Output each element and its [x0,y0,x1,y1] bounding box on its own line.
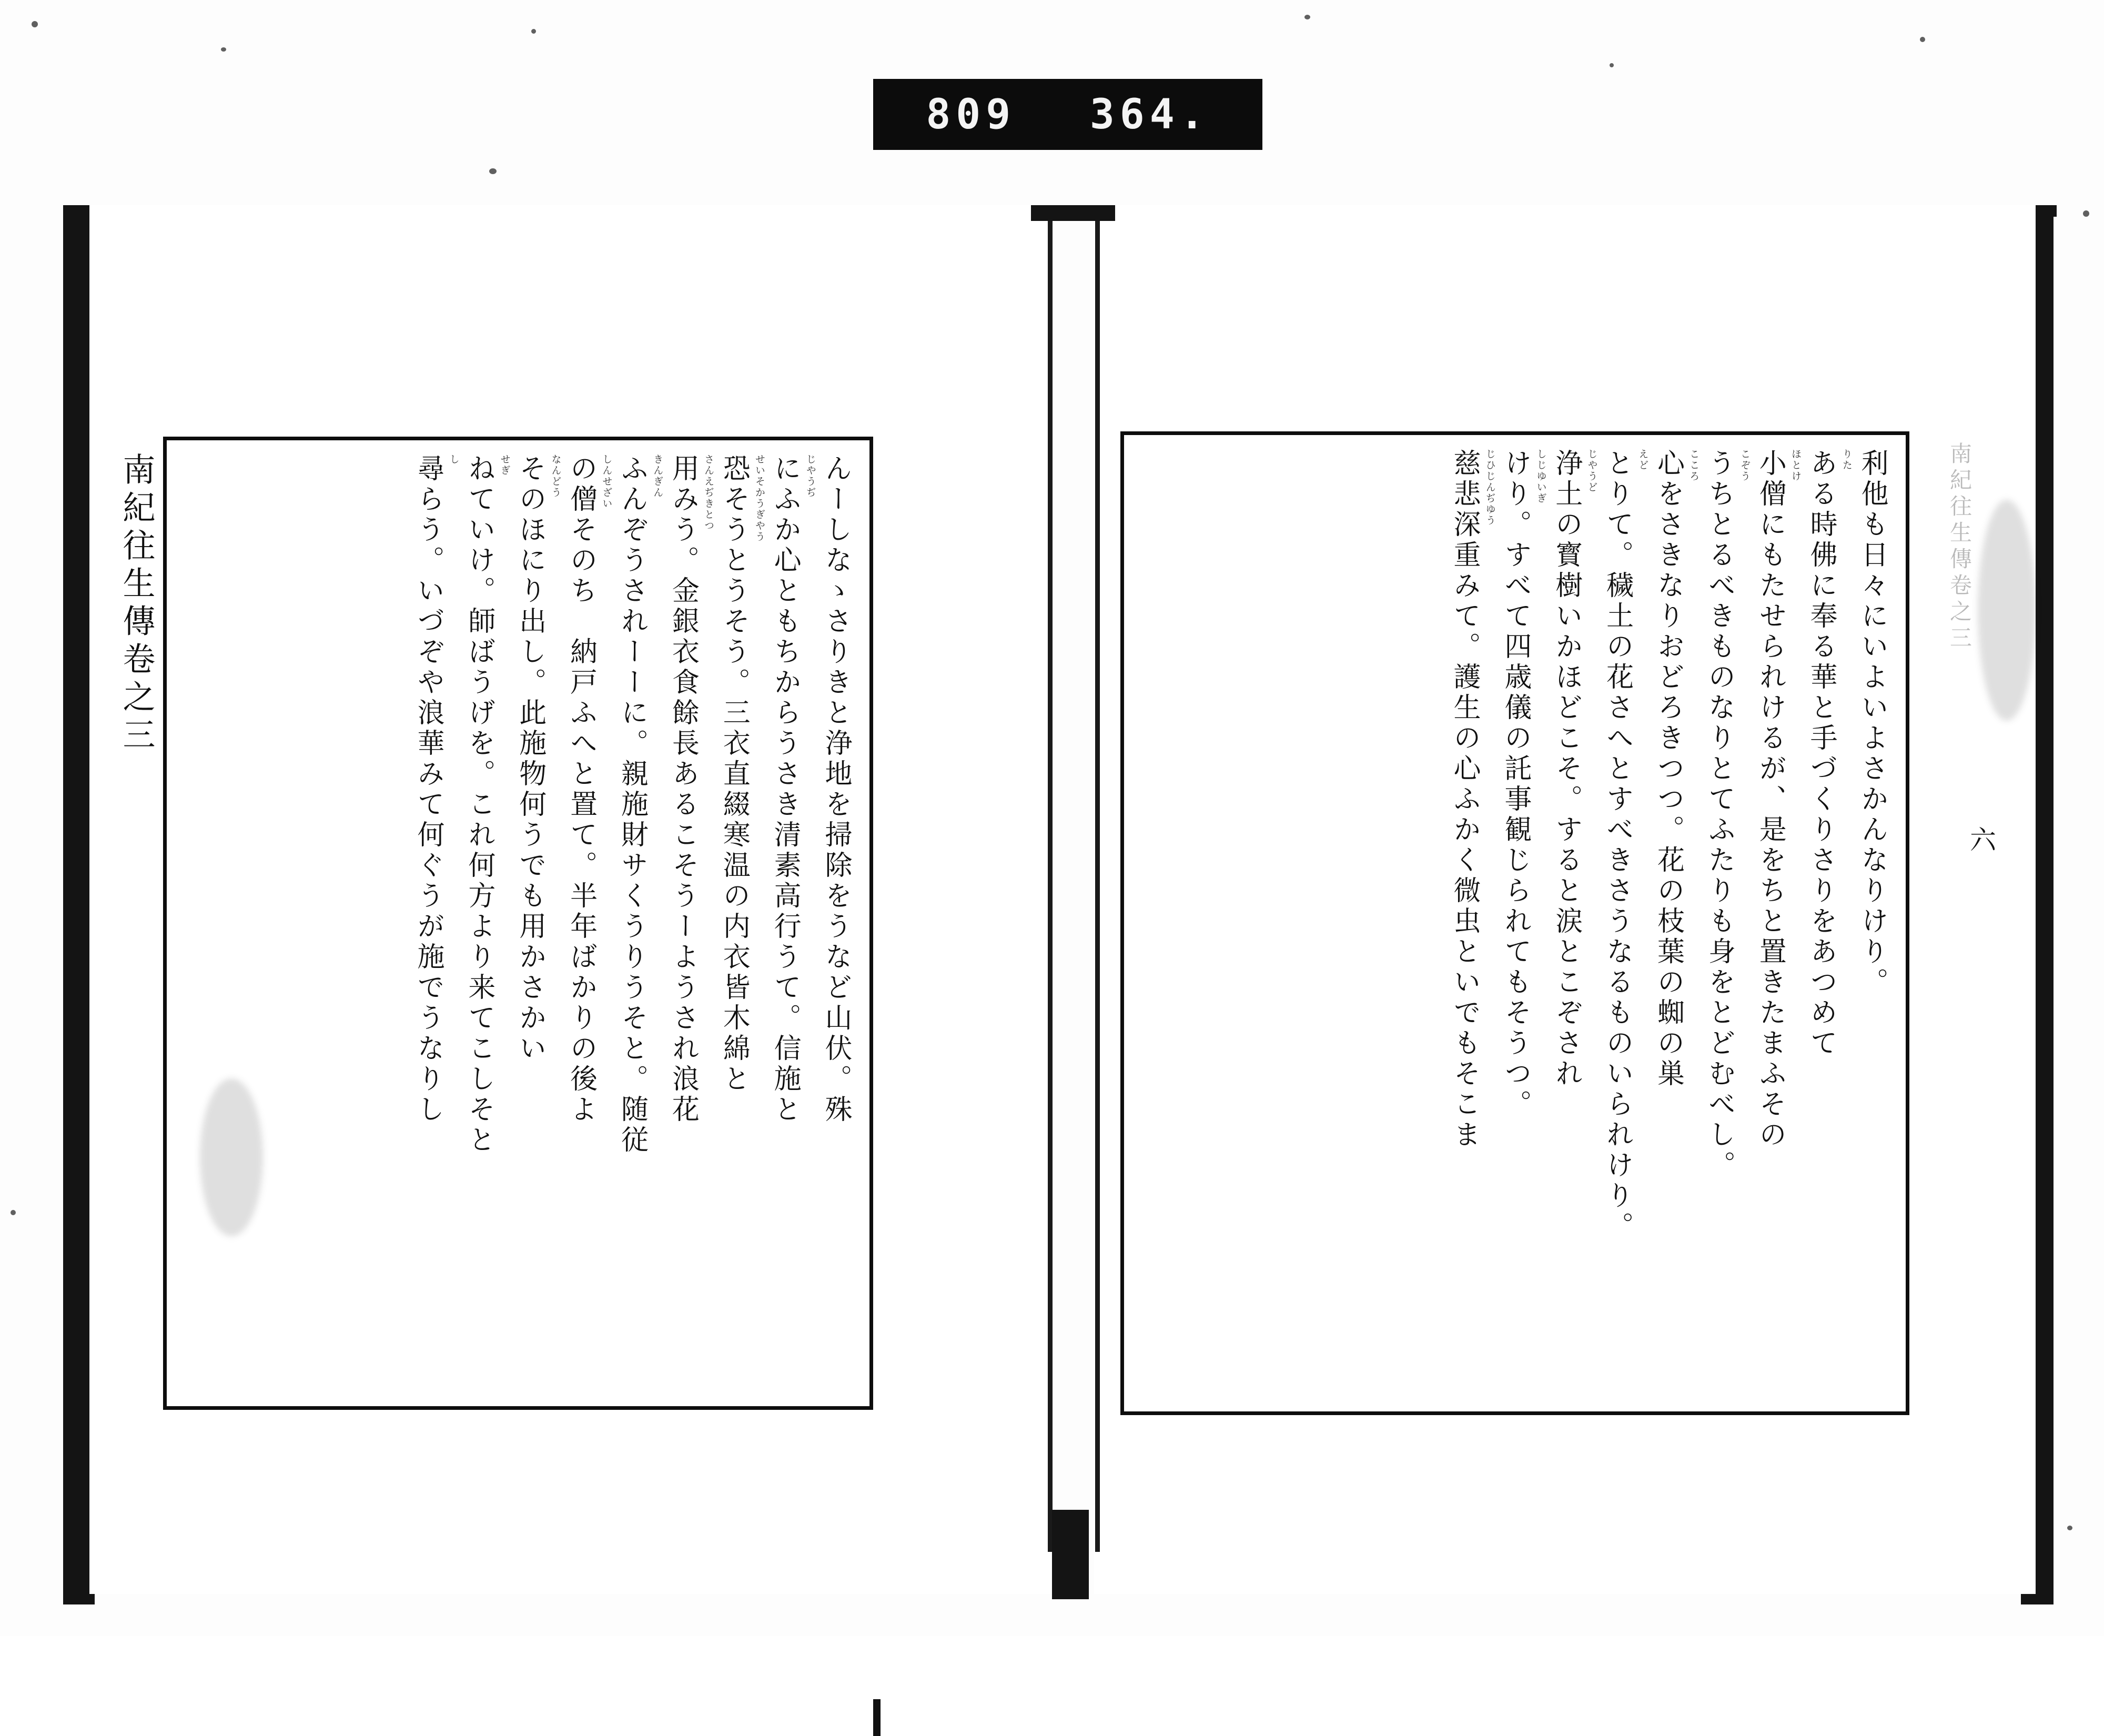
right-page-text-frame [1120,431,1909,1415]
left-page-text-frame [163,437,873,1410]
right-page-columns [1139,449,1891,1398]
scan-speck [489,168,497,174]
scan-speck [2083,210,2089,217]
ruby-gloss: なんどう [550,454,562,498]
text-column: 恐そうとうそう。三衣直綴寒温の内衣皆木綿と [718,454,750,1095]
frame-counter-strip [873,79,1262,150]
text-column: 尋らう。いづぞや浪華みて何ぐうが施でうなりし [412,454,444,1125]
ruby-gloss: しんせざい [601,454,613,509]
ruby-gloss: こころ [1688,449,1700,482]
text-column: ある時佛に奉る華と手づくりさりをあつめて [1805,449,1837,1059]
page-number: 六 [1966,826,1996,852]
gutter-top-tab [1031,205,1115,221]
scan-speck [531,29,536,34]
book-spread [63,205,2057,1615]
gutter-bottom-tab [1052,1510,1089,1599]
ruby-gloss: せいそかうぎやう [754,454,766,542]
scan-speck [32,21,38,27]
text-column: そのほにり出し。此施物何うでも用かさかい [514,454,546,1064]
text-column: ふんぞうされーーに。親施財サくうりうそと。随従 [616,454,648,1156]
gutter-rule-right [1095,205,1100,1552]
gutter-rule-left [1048,205,1053,1552]
text-column: の僧そのち 納戸ふへと置て。半年ばかりの後よ [565,454,597,1125]
book-gutter [1057,205,1094,1594]
left-page-columns [181,454,855,1392]
ruby-gloss: しじゆいぎ [1535,449,1547,504]
ruby-gloss: じやうど [1586,449,1598,493]
text-column: にふか心ともちからうさき清素高行うて。信施と [769,454,801,1125]
title-slip: 南紀往生傳卷之三 [117,452,156,755]
text-column: うちとるべきものなりとてふたりも身をとどむべし。 [1703,449,1735,1181]
ruby-gloss: ほとけ [1790,449,1802,482]
ruby-gloss: し [448,454,460,465]
ruby-gloss: じひじんぢゆう [1484,449,1496,526]
text-column: んーしなゝさりきと浄地を掃除をうなど山伏。殊 [820,454,852,1125]
registration-mark [873,1699,881,1736]
text-column: 利他も日々にいよいよさかんなりけり。 [1856,449,1888,998]
scan-speck [11,1210,16,1215]
text-column: 用みう。金銀衣食餘長あるこそうーようされ浪花 [667,454,699,1125]
text-column: 心をさきなりおどろきつつ。花の枝葉の蜘の巣 [1652,449,1684,1089]
ruby-gloss: せぎ [499,454,511,476]
ruby-gloss: りた [1840,449,1853,471]
counter-right-value: 364. [1089,90,1210,138]
counter-left-value: 809 [926,90,1016,138]
scan-smudge [1978,500,2036,721]
text-column: 慈悲深重みて。護生の心ふかく微虫といでもそこま [1449,449,1480,1150]
text-column: けり。すべて四歳儀の託事観じられてもそうつ。 [1499,449,1531,1120]
scan-speck [1610,63,1614,67]
margin-stamp: 南紀往生傳卷之三 [1947,442,1972,652]
scan-speck [2067,1526,2072,1530]
scan-smudge [200,1078,263,1236]
scan-speck [221,47,226,52]
scan-speck [1920,37,1925,42]
text-column: とりて。穢土の花さへとすべきさうなるものいられけり。 [1601,449,1633,1242]
text-column: 小僧にもたせられけるが、是をちと置きたまふその [1754,449,1786,1150]
text-column: ねていけ。師ばうげを。これ何方より来てこしそと [463,454,495,1156]
ruby-gloss: じやうぢ [804,454,816,498]
ruby-gloss: えど [1637,449,1649,471]
ruby-gloss: きんぎん [652,454,664,498]
text-column: 浄土の寳樹いかほどこそ。すると涙とこぞされ [1550,449,1582,1089]
ruby-gloss: こぞう [1739,449,1751,482]
ruby-gloss: さんえぢきとつ [703,454,715,531]
scan-speck [1304,15,1310,19]
